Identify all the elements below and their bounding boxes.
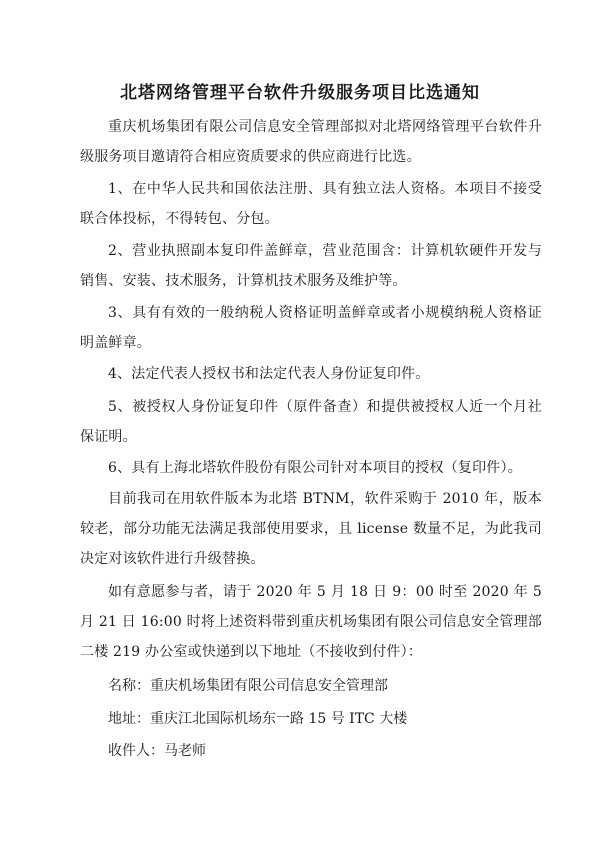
submission-paragraph: 如有意愿参与者，请于 2020 年 5 月 18 日 9：00 时至 2020 年 5 月 21 日 16:00 时将上述资料带到重庆机场集团有限公司信息安全管理部二楼 219 办公室或快递到以下地址（不接收到付件）：	[80, 584, 542, 660]
requirement-2: 2、营业执照副本复印件盖鲜章，营业范围含：计算机软硬件开发与销售、安装、技术服务，计算机技术服务及维护等。	[80, 243, 542, 289]
contact-recipient-line: 收件人：马老师	[108, 743, 206, 759]
requirement-1: 1、在中华人民共和国依法注册、具有独立法人资格。本项目不接受联合体投标，不得转包、分包。	[80, 181, 542, 227]
document-title: 北塔网络管理平台软件升级服务项目比选通知	[120, 83, 480, 103]
contact-name-line: 名称：重庆机场集团有限公司信息安全管理部	[108, 678, 388, 694]
intro-paragraph: 重庆机场集团有限公司信息安全管理部拟对北塔网络管理平台软件升级服务项目邀请符合相应资质要求的供应商进行比选。	[80, 119, 542, 165]
contact-address-line: 地址：重庆江北国际机场东一路 15 号 ITC 大楼	[108, 711, 408, 727]
requirement-6: 6、具有上海北塔软件股份有限公司针对本项目的授权（复印件）。	[108, 460, 522, 476]
background-paragraph: 目前我司在用软件版本为北塔 BTNM，软件采购于 2010 年，版本较老，部分功能无法满足我部使用要求，且 license 数量不足，为此我司决定对该软件进行升级替换。	[80, 491, 542, 567]
requirement-5: 5、被授权人身份证复印件（原件备查）和提供被授权人近一个月社保证明。	[80, 399, 542, 445]
requirement-3: 3、具有有效的一般纳税人资格证明盖鲜章或者小规模纳税人资格证明盖鲜章。	[80, 305, 542, 351]
requirement-4: 4、法定代表人授权书和法定代表人身份证复印件。	[108, 366, 430, 382]
